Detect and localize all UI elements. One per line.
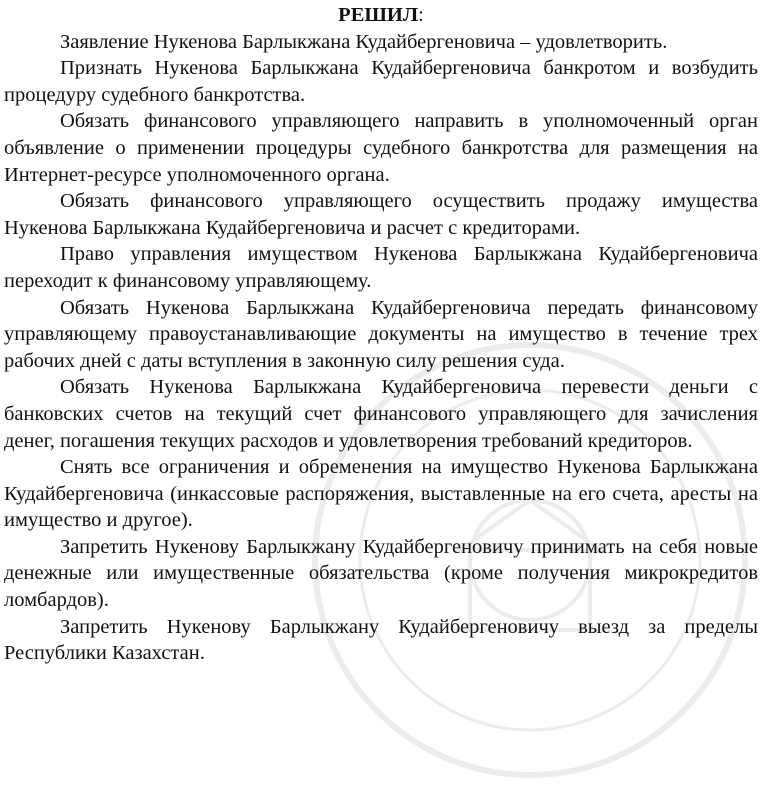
paragraph-4: Обязать финансового управляющего осуществить продажу имущества Нукенова Барлыкжана Кудайбергеновича и расчет с кредиторами. (4, 190, 758, 239)
court-decision-text (4, 2, 758, 667)
paragraph-7: Обязать Нукенова Барлыкжана Кудайбергеновича перевести деньги с банковских счетов на текущий счет финансового управляющего для зачисления денег, погашения текущих расходов и удовлетворения требований кредиторов. (4, 376, 758, 452)
paragraph-5: Право управления имуществом Нукенова Барлыкжана Кудайбергеновича переходит к финансовому управляющему. (4, 243, 758, 292)
heading-title: РЕШИЛ (338, 4, 419, 26)
paragraph-2: Признать Нукенова Барлыкжана Кудайбергеновича банкротом и возбудить процедуру судебного банкротства. (4, 57, 758, 106)
heading-colon: : (418, 4, 424, 26)
decision-heading (4, 2, 758, 29)
paragraph-6: Обязать Нукенова Барлыкжана Кудайбергеновича передать финансовому управляющему правоустанавливающие документы на имущество в течение трех рабочих дней с даты вступления в законную силу решения суда. (4, 296, 758, 372)
paragraph-1: Заявление Нукенова Барлыкжана Кудайбергеновича – удовлетворить. (60, 30, 668, 53)
paragraph-10: Запретить Нукенову Барлыкжану Кудайбергеновичу выезд за пределы Республики Казахстан. (4, 615, 758, 665)
paragraph-3: Обязать финансового управляющего направить в уполномоченный орган объявление о применении процедуры судебного банкротства для размещения на Интернет-ресурсе уполномоченного органа. (4, 110, 758, 186)
paragraph-8: Снять все ограничения и обременения на имущество Нукенова Барлыкжана Кудайбергеновича (инкассовые распоряжения, выставленные на его счета, аресты на имущество и другое). (4, 456, 758, 532)
paragraph-9: Запретить Нукенову Барлыкжану Кудайбергеновичу принимать на себя новые денежные или имущественные обязательства (кроме получения микрокредитов ломбардов). (4, 535, 758, 612)
